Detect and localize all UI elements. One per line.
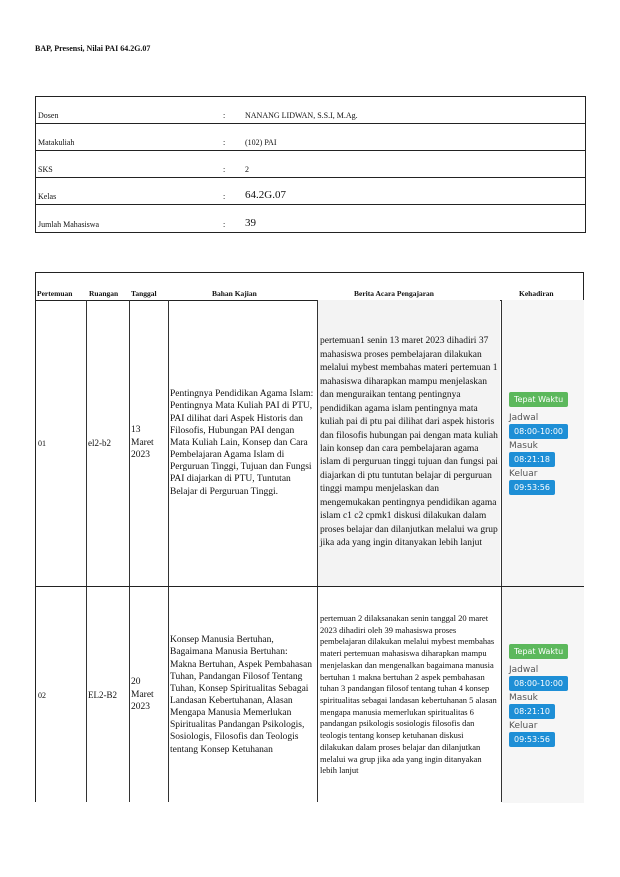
date-month: Maret	[131, 689, 154, 700]
schedule-badge: 08:00-10:00	[509, 676, 568, 691]
room: el2-b2	[88, 438, 111, 448]
date-year: 2023	[131, 702, 150, 713]
info-label: Dosen	[38, 111, 59, 120]
topic: Pentingnya Pendidikan Agama Islam: Pentingnya Mata Kuliah PAI di PTU, PAI dilihat dari Aspek Historis dan Filosofis, Hubungan PAI dengan Mata Kuliah Lain, Konsep dan Cara Pembelajaran Agama Islam di Perguruan Tinggi, Tujuan dan Fungsi PAI diajarkan di PTU, Tuntutan Belajar di Perguruan Tinggi.	[170, 389, 314, 497]
table-row	[36, 587, 583, 803]
info-row-jumlah-mahasiswa	[36, 205, 585, 232]
teaching-report-text: pertemuan1 senin 13 maret 2023 dihadiri 37 mahasiswa proses pembelajaran dilakukan melalui mybest membahas materi pertemuan 1 mahasiswa diharapkan mampu menjelaskan dan menguraikan tentang pentingnya pendidikan agama islam pentingnya mata kuliah pai di ptu pai dilihat dari aspek historis dan filosofis hubungan pai dengan mata kuliah lain konsep dan cara pembelajaran agama islam di perguruan tinggi tujuan dan fungsi pai diajarkan di ptu tuntutan belajar di perguruan tinggi mampu menjelaskan dan mengemukakan pentingnya pendidikan agama islam c1 c2 cpmk1 diskusi dilakukan dalam proses belajar dan dilanjutkan melalui wa grup jika ada yang ingin ditanyakan lebih lanjut	[320, 336, 498, 549]
info-row-dosen	[36, 97, 585, 124]
document-title: BAP, Presensi, Nilai PAI 64.2G.07	[35, 44, 151, 53]
header-kehadiran: Kehadiran	[519, 289, 554, 298]
date-year: 2023	[131, 450, 150, 461]
checkin-badge: 08:21:10	[509, 704, 555, 719]
checkin-label: Masuk	[509, 440, 538, 451]
info-label: Jumlah Mahasiswa	[38, 220, 100, 229]
topic: Konsep Manusia Bertuhan, Bagaimana Manusia Bertuhan: Makna Bertuhan, Aspek Pembahasan Tuhan, Pandangan Filosof Tentang Tuhan, Konsep Spiritualitas Sebagai Landasan Kebertuhanan, Alasan Mengapa Manusia Memerlukan Spiritualitas Pandangan Psikologis, Sosiologis, Filosofis dan Teologis tentang Konsep Ketuhanan	[170, 635, 312, 755]
table-row	[36, 300, 583, 587]
info-label: Kelas	[38, 192, 57, 201]
schedule-badge: 08:00-10:00	[509, 424, 568, 439]
info-colon: :	[223, 138, 226, 147]
attendance	[502, 300, 584, 586]
info-value-matakuliah: (102) PAI	[245, 138, 277, 147]
room: EL2-B2	[88, 690, 117, 700]
meeting-date	[131, 300, 166, 586]
info-colon: :	[223, 192, 226, 201]
teaching-report	[318, 300, 500, 586]
header-pertemuan: Pertemuan	[37, 289, 73, 298]
schedule-label: Jadwal	[509, 664, 539, 675]
table-header	[36, 273, 583, 301]
checkout-badge: 09:53:56	[509, 480, 555, 495]
schedule-label: Jadwal	[509, 412, 539, 423]
checkin-badge: 08:21:18	[509, 452, 555, 467]
checkin-label: Masuk	[509, 692, 538, 703]
info-row-matakuliah	[36, 124, 585, 151]
info-row-sks	[36, 151, 585, 178]
info-value-sks: 2	[245, 165, 249, 174]
meeting-number: 02	[38, 690, 46, 700]
attendance	[502, 587, 584, 803]
header-tanggal: Tanggal	[131, 289, 157, 298]
checkout-label: Keluar	[509, 720, 538, 731]
info-value-dosen: NANANG LIDWAN, S.S.I, M.Ag.	[245, 111, 358, 120]
date-month: Maret	[131, 437, 154, 448]
teaching-report-text: pertemuan 2 dilaksanakan senin tanggal 20 maret 2023 dihadiri oleh 39 mahasiswa proses pembelajaran dilakukan melalui mybest membahas materi pertemuan mahasiswa diharapkan mampu menjelaskan dan mengenalkan bagaimana manusia bertuhan 1 makna bertuhan 2 aspek pembahasan tuhan 3 pandangan filosof tentang tuhan 4 konsep spiritualitas sebagai landasan kebertuhanan 5 alasan mengapa manusia memerlukan spiritualitas 6 pandangan psikologis sosiologis filosofis dan teologis tentang konsep ketuhanan diskusi dilakukan dalam proses belajar dan dilanjutkan melalui wa grup jika ada yang ingin ditanyakan lebih lanjut	[320, 612, 497, 776]
info-colon: :	[223, 165, 226, 174]
status-badge: Tepat Waktu	[509, 392, 568, 407]
info-colon: :	[223, 220, 226, 229]
course-info-table	[35, 96, 586, 233]
status-badge: Tepat Waktu	[509, 644, 568, 659]
date-day: 13	[131, 425, 141, 436]
info-label: Matakuliah	[38, 138, 75, 147]
info-colon: :	[223, 111, 226, 120]
info-label: SKS	[38, 165, 53, 174]
meeting-number: 01	[38, 438, 46, 448]
teaching-report	[318, 587, 500, 803]
date-day: 20	[131, 677, 141, 688]
meetings-table	[35, 272, 584, 802]
info-value-kelas: 64.2G.07	[245, 189, 286, 201]
info-value-jumlah-mahasiswa: 39	[245, 217, 256, 229]
checkout-badge: 09:53:56	[509, 732, 555, 747]
info-row-kelas	[36, 178, 585, 205]
header-ruangan: Ruangan	[89, 289, 119, 298]
header-bahan-kajian: Bahan Kajian	[212, 289, 257, 298]
checkout-label: Keluar	[509, 468, 538, 479]
header-berita-acara: Berita Acara Pengajaran	[354, 289, 434, 298]
meeting-date	[131, 587, 166, 803]
